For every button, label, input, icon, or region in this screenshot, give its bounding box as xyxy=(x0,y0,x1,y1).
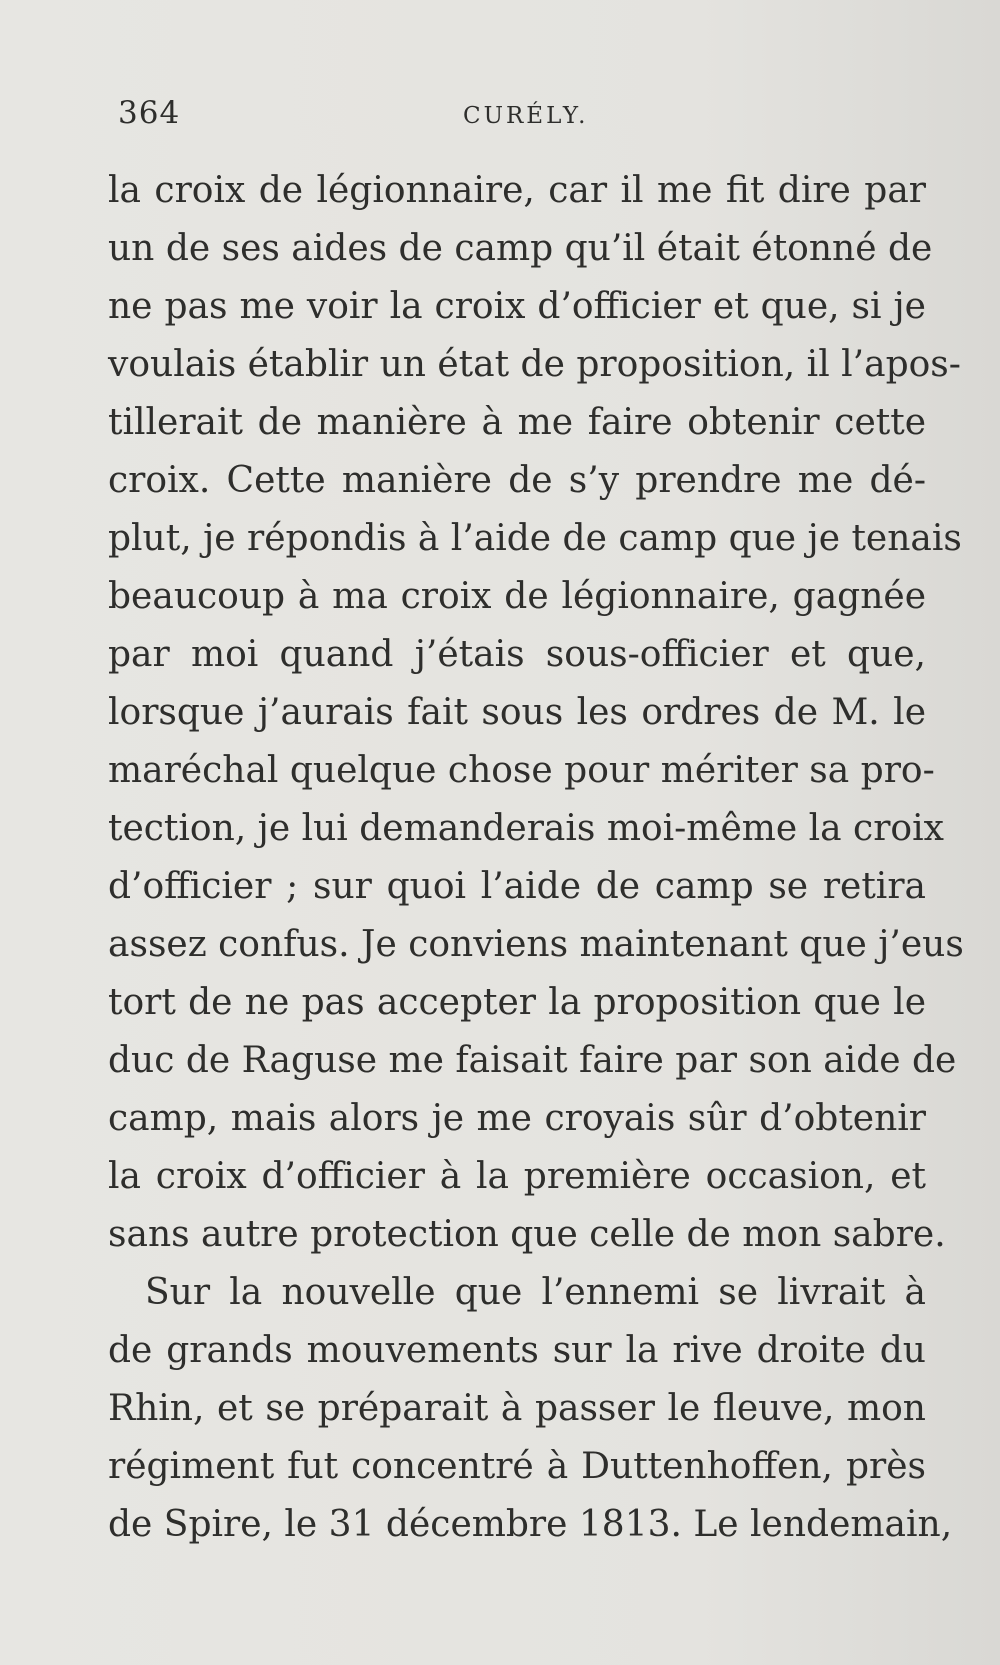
text-line: beaucoup à ma croix de légionnaire, gagnée xyxy=(108,576,926,617)
text-line: plut, je répondis à l’aide de camp que je tenais xyxy=(108,518,962,559)
paragraph-end-line: sans autre protection que celle de mon sabre. xyxy=(108,1214,946,1255)
text-line: duc de Raguse me faisait faire par son aide de xyxy=(108,1040,957,1081)
text-line: de Spire, le 31 décembre 1813. Le lendemain, xyxy=(108,1504,953,1545)
text-line: Rhin, et se préparait à passer le fleuve, mon xyxy=(108,1388,926,1429)
text-line: un de ses aides de camp qu’il était étonné de xyxy=(108,228,933,269)
text-line: régiment fut concentré à Duttenhoffen, près xyxy=(108,1446,926,1487)
body-text xyxy=(108,162,964,1554)
text-line: maréchal quelque chose pour mériter sa pro- xyxy=(108,750,935,791)
text-line: voulais établir un état de proposition, il l’apos- xyxy=(108,344,961,385)
text-line: assez confus. Je conviens maintenant que j’eus xyxy=(108,924,964,965)
text-line: ne pas me voir la croix d’officier et que, si je xyxy=(108,286,926,327)
text-line: par moi quand j’étais sous-officier et que, xyxy=(108,634,926,675)
text-line: tection, je lui demanderais moi-même la croix xyxy=(108,808,944,849)
page-number: 364 xyxy=(118,95,181,131)
text-line: tort de ne pas accepter la proposition que le xyxy=(108,982,926,1023)
text-line: la croix de légionnaire, car il me fit dire par xyxy=(108,170,926,211)
text-line: croix. Cette manière de s’y prendre me dé- xyxy=(108,460,926,501)
page-header xyxy=(118,95,948,145)
text-line: camp, mais alors je me croyais sûr d’obtenir xyxy=(108,1098,926,1139)
text-line: d’officier ; sur quoi l’aide de camp se retira xyxy=(108,866,926,907)
paragraph-start-line: Sur la nouvelle que l’ennemi se livrait à xyxy=(145,1272,926,1313)
text-line: la croix d’officier à la première occasion, et xyxy=(108,1156,926,1197)
text-line: lorsque j’aurais fait sous les ordres de M. le xyxy=(108,692,926,733)
text-line: de grands mouvements sur la rive droite du xyxy=(108,1330,926,1371)
running-head: CURÉLY. xyxy=(463,103,589,129)
text-line: tillerait de manière à me faire obtenir cette xyxy=(108,402,926,443)
